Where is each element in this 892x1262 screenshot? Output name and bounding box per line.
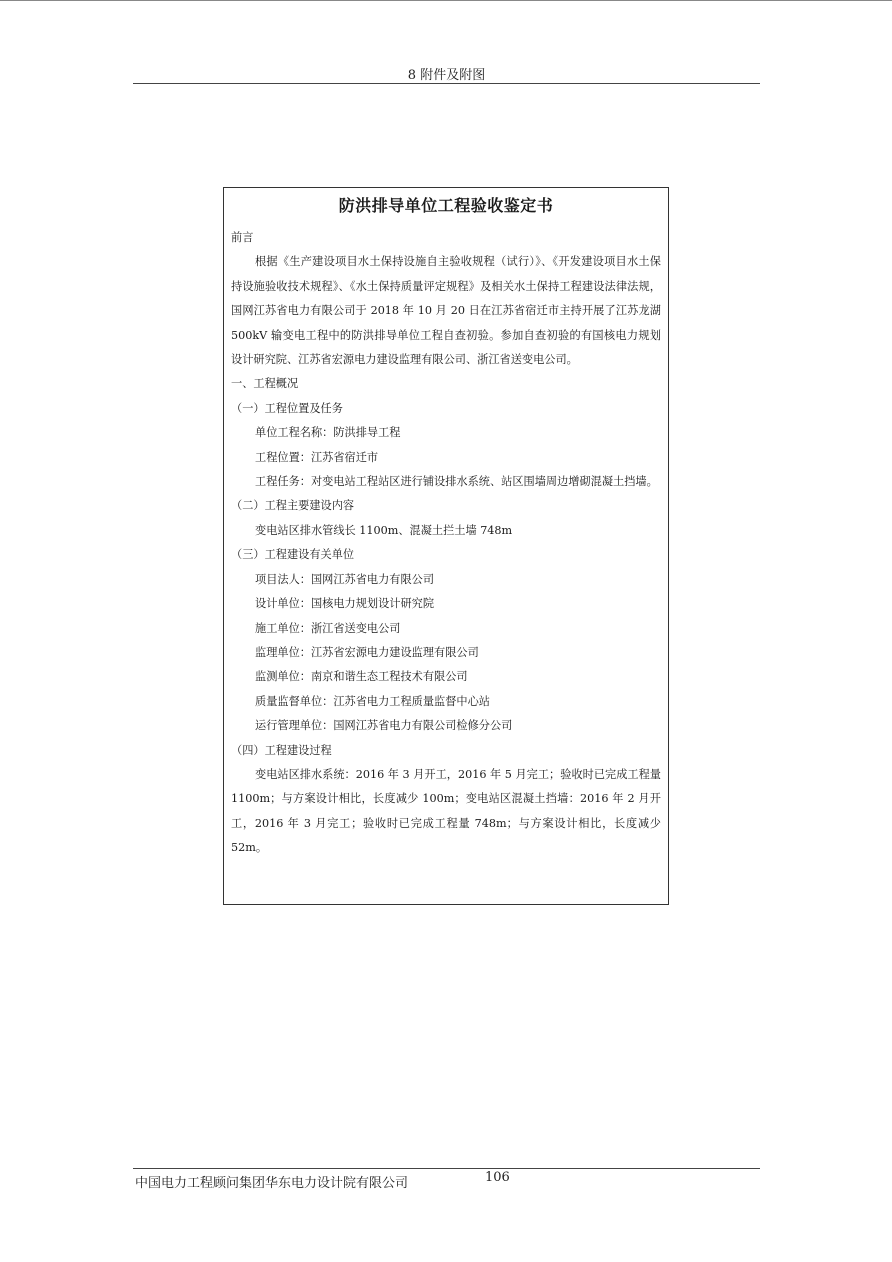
- section-overview-heading: 一、工程概况: [231, 377, 299, 391]
- appraisal-document-box: [223, 187, 669, 905]
- org-line: 监测单位：南京和谐生态工程技术有限公司: [255, 670, 468, 684]
- org-line: 施工单位：浙江省送变电公司: [255, 621, 401, 635]
- header-divider: [133, 83, 760, 84]
- subsection-location-heading: （一）工程位置及任务: [231, 401, 343, 415]
- org-line: 项目法人：国网江苏省电力有限公司: [255, 572, 435, 586]
- subsection-orgs-heading: （三）工程建设有关单位: [231, 548, 355, 562]
- page-header-title: 8 附件及附图: [407, 68, 486, 83]
- unit-name-line: 单位工程名称：防洪排导工程: [255, 426, 401, 440]
- org-line: 设计单位：国核电力规划设计研究院: [255, 597, 435, 611]
- org-line: 质量监督单位：江苏省电力工程质量监督中心站: [255, 694, 490, 708]
- org-line: 监理单位：江苏省宏源电力建设监理有限公司: [255, 645, 479, 659]
- process-paragraph: 变电站区排水系统：2016 年 3 月开工，2016 年 5 月完工；验收时已完成工程量 1100m；与方案设计相比，长度减少 100m；变电站区混凝土挡墙：2016 年 2 月开工，2016 年 3 月完工；验收时已完成工程量 748m；与方案设计相比，长度减少 52m。: [231, 767, 661, 855]
- location-line: 工程位置：江苏省宿迁市: [255, 450, 379, 464]
- intro-paragraph: 根据《生产建设项目水土保持设施自主验收规程（试行）》、《开发建设项目水土保持设施验收技术规程》、《水土保持质量评定规程》及相关水土保持工程建设法律法规，国网江苏省电力有限公司于 2018 年 10 月 20 日在江苏省宿迁市主持开展了江苏龙湖 500kV 输变电工程中的防洪排导单位工程自查初验。参加自查初验的有国核电力规划设计研究院、江苏省宏源电力建设监理有限公司、浙江省送变电公司。: [231, 255, 661, 367]
- document-title: 防洪排导单位工程验收鉴定书: [338, 196, 554, 215]
- subsection-content-heading: （二）工程主要建设内容: [231, 499, 355, 513]
- footer-company-name: 中国电力工程顾问集团华东电力设计院有限公司: [135, 1176, 409, 1191]
- subsection-process-heading: （四）工程建设过程: [231, 743, 332, 757]
- preface-heading: 前言: [231, 231, 254, 244]
- footer-divider: [133, 1168, 760, 1169]
- task-paragraph: 工程任务：对变电站工程站区进行铺设排水系统、站区围墙周边增砌混凝土挡墙。: [255, 475, 658, 489]
- org-line: 运行管理单位：国网江苏省电力有限公司检修分公司: [255, 719, 513, 733]
- page-top-edge: [0, 0, 892, 1]
- page-number: 106: [485, 1170, 510, 1185]
- content-line: 变电站区排水管线长 1100m、混凝土拦土墙 748m: [255, 523, 513, 537]
